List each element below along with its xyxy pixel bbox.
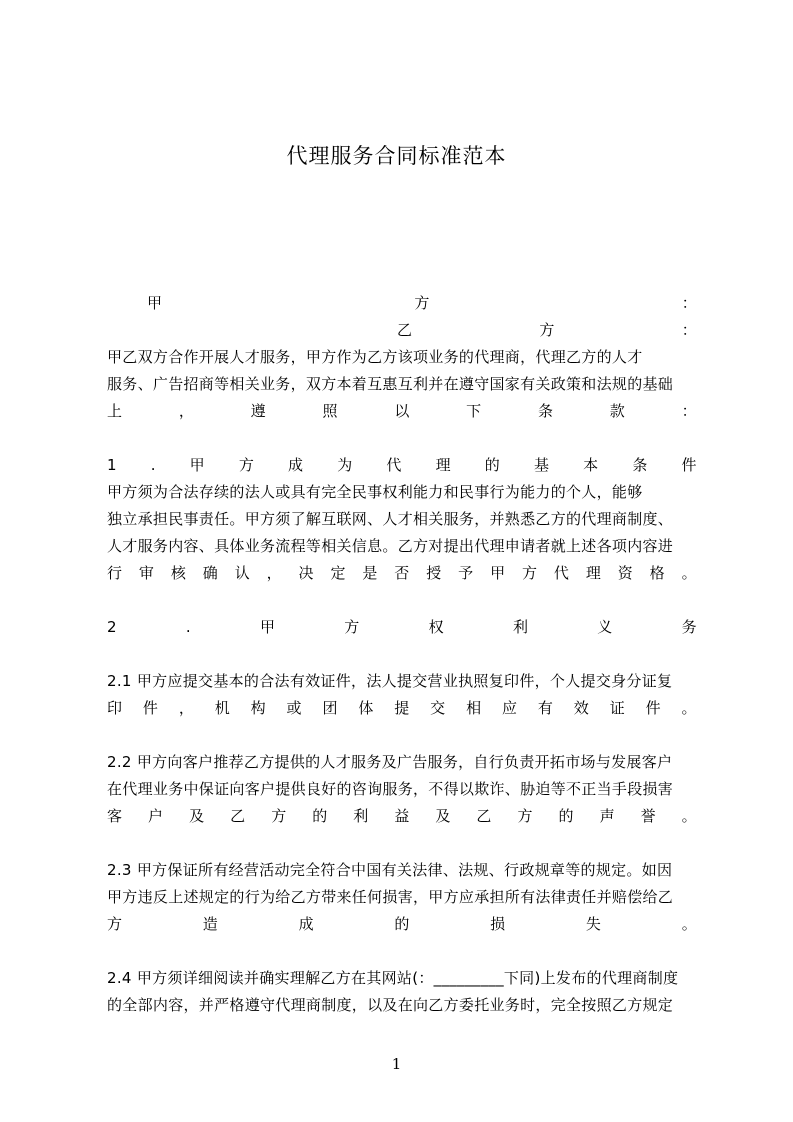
- spread-char: 户: [148, 807, 164, 825]
- spread-char: 证: [609, 699, 625, 717]
- spread-char: 确: [202, 564, 219, 582]
- spread-char: ：: [681, 402, 697, 420]
- spread-char: 务: [681, 618, 697, 636]
- spread-char: 甲: [259, 618, 276, 636]
- spread-char: 下: [466, 402, 482, 420]
- spread-char: 否: [394, 564, 410, 582]
- spread-char: 印: [107, 699, 123, 717]
- spread-char: 客: [107, 807, 123, 825]
- spread-char: 定: [330, 564, 346, 582]
- spread-char: ：: [681, 321, 697, 339]
- spread-char: 件: [142, 699, 159, 717]
- spread-char: 应: [501, 699, 518, 717]
- spread-char: 声: [599, 807, 615, 825]
- document-title: 代理服务合同标准范本: [286, 144, 507, 168]
- spread-char: 甲: [147, 294, 163, 312]
- spread-char: 甲: [490, 564, 506, 582]
- spread-char: 2: [107, 618, 117, 636]
- spread-char: 的: [558, 807, 574, 825]
- spread-char: 成: [288, 456, 304, 474]
- spread-char: 造: [202, 915, 219, 933]
- spread-char: 提: [394, 699, 410, 717]
- clause-2-2-line: 2.2 甲方向客户推荐乙方提供的人才服务及广告服务，自行负责开拓市场与发展客户: [107, 753, 673, 771]
- clause-2-4-line: 2.4 甲方须详细阅读并确实理解乙方在其网站(：_________下同)上发布的代理商制度: [107, 969, 679, 987]
- spread-char: 的: [394, 915, 410, 933]
- spread-char: 成: [298, 915, 314, 933]
- spread-char: 誉: [640, 807, 656, 825]
- spread-char: 及: [435, 807, 451, 825]
- section-1-heading: [107, 452, 697, 479]
- spread-char: 权: [428, 618, 444, 636]
- spread-char: 利: [512, 618, 529, 636]
- spread-char: 方: [107, 915, 123, 933]
- spread-char: ，: [266, 564, 282, 582]
- spread-char: 行: [107, 564, 123, 582]
- clause-2-2-line-last: [107, 803, 697, 830]
- spread-char: 损: [490, 915, 506, 933]
- spread-char: 上: [107, 402, 123, 420]
- spread-char: 。: [681, 564, 697, 582]
- spread-char: 方: [271, 807, 287, 825]
- preamble-line-last: [107, 398, 697, 425]
- spread-char: 失: [585, 915, 602, 933]
- spread-char: 。: [681, 915, 697, 933]
- spread-char: 乙: [476, 807, 492, 825]
- spread-char: 件: [645, 699, 661, 717]
- spread-char: 方: [238, 456, 255, 474]
- spread-char: 件: [681, 456, 697, 474]
- section-2-heading: [107, 614, 697, 641]
- spread-char: 条: [537, 402, 554, 420]
- spread-char: 审: [138, 564, 155, 582]
- spread-char: 认: [234, 564, 250, 582]
- clause-2-3-line: 2.3 甲方保证所有经营活动完全符合中国有关法律、法规、行政规章等的规定。如因: [107, 861, 673, 879]
- spread-char: 授: [426, 564, 442, 582]
- spread-char: 利: [353, 807, 369, 825]
- page-number: 1: [391, 1055, 402, 1073]
- preamble-line: 服务、广告招商等相关业务，双方本着互惠互利并在遵守国家有关政策和法规的基础: [107, 375, 674, 393]
- section-1-line: 人才服务内容、具体业务流程等相关信息。乙方对提出代理申请者就上述各项内容进: [107, 537, 674, 555]
- spread-char: 机: [214, 699, 231, 717]
- spread-char: 1: [107, 456, 117, 474]
- clause-2-1-line: 2.1 甲方应提交基本的合法有效证件，法人提交营业执照复印件，个人提交身分证复: [107, 672, 673, 690]
- spread-char: 交: [430, 699, 446, 717]
- spread-char: 方: [414, 294, 430, 312]
- party-a-line: [107, 290, 697, 317]
- spread-char: 本: [583, 456, 599, 474]
- section-1-line: 甲方须为合法存续的法人或具有完全民事权利能力和民事行为能力的个人，能够: [107, 483, 643, 501]
- spread-char: 。: [681, 807, 697, 825]
- spread-char: 理: [585, 564, 602, 582]
- spread-char: 代: [553, 564, 570, 582]
- document-body: [107, 290, 697, 1019]
- spread-char: 遵: [250, 402, 266, 420]
- spread-char: 构: [250, 699, 266, 717]
- spread-char: 条: [632, 456, 648, 474]
- spread-char: 团: [322, 699, 338, 717]
- spread-char: ：: [681, 294, 697, 312]
- spread-char: 的: [484, 456, 501, 474]
- spread-char: 为: [337, 456, 353, 474]
- spread-char: 效: [573, 699, 590, 717]
- spread-char: .: [185, 618, 191, 636]
- spread-char: 照: [322, 402, 338, 420]
- preamble-line: 甲乙双方合作开展人才服务，甲方作为乙方该项业务的代理商，代理乙方的人才: [107, 348, 643, 366]
- spread-char: 格: [649, 564, 665, 582]
- spread-char: 是: [362, 564, 378, 582]
- spread-char: 乙: [230, 807, 246, 825]
- spread-char: 资: [617, 564, 634, 582]
- spread-char: 予: [458, 564, 474, 582]
- spread-char: 体: [358, 699, 374, 717]
- section-1-line-last: [107, 560, 697, 587]
- spread-char: 决: [298, 564, 314, 582]
- spread-char: 的: [312, 807, 328, 825]
- clause-2-3-line: 甲方违反上述规定的行为给乙方带来任何损害，甲方应承担所有法律责任并赔偿给乙: [107, 888, 674, 906]
- spread-char: 理: [435, 456, 451, 474]
- spread-char: 基: [533, 456, 550, 474]
- spread-char: ，: [178, 402, 195, 420]
- spread-char: 义: [597, 618, 613, 636]
- spread-char: 方: [539, 321, 555, 339]
- spread-char: 有: [537, 699, 554, 717]
- spread-char: 方: [517, 807, 533, 825]
- section-1-line: 独立承担民事责任。甲方须了解互联网、人才相关服务，并熟悉乙方的代理商制度、: [107, 510, 674, 528]
- spread-char: 核: [170, 564, 187, 582]
- spread-char: ，: [178, 699, 195, 717]
- spread-char: 款: [609, 402, 626, 420]
- party-b-line: [107, 317, 697, 344]
- clause-2-4-line: 的全部内容，并严格遵守代理商制度，以及在向乙方委托业务时，完全按照乙方规定: [107, 996, 674, 1014]
- spread-char: 代: [386, 456, 402, 474]
- spread-char: 甲: [189, 456, 205, 474]
- spread-char: 或: [286, 699, 302, 717]
- spread-char: 益: [394, 807, 410, 825]
- spread-char: 方: [521, 564, 538, 582]
- spread-char: 以: [394, 402, 410, 420]
- spread-char: 方: [344, 618, 360, 636]
- spread-char: 。: [681, 699, 697, 717]
- spread-char: .: [150, 456, 156, 474]
- clause-2-3-line-last: [107, 911, 697, 938]
- spread-char: 及: [189, 807, 205, 825]
- clause-2-2-line: 在代理业务中保证向客户提供良好的咨询服务，不得以欺诈、胁迫等不正当手段损害: [107, 780, 674, 798]
- spread-char: 相: [466, 699, 482, 717]
- clause-2-1-line-last: [107, 695, 697, 722]
- spread-char: 乙: [397, 321, 413, 339]
